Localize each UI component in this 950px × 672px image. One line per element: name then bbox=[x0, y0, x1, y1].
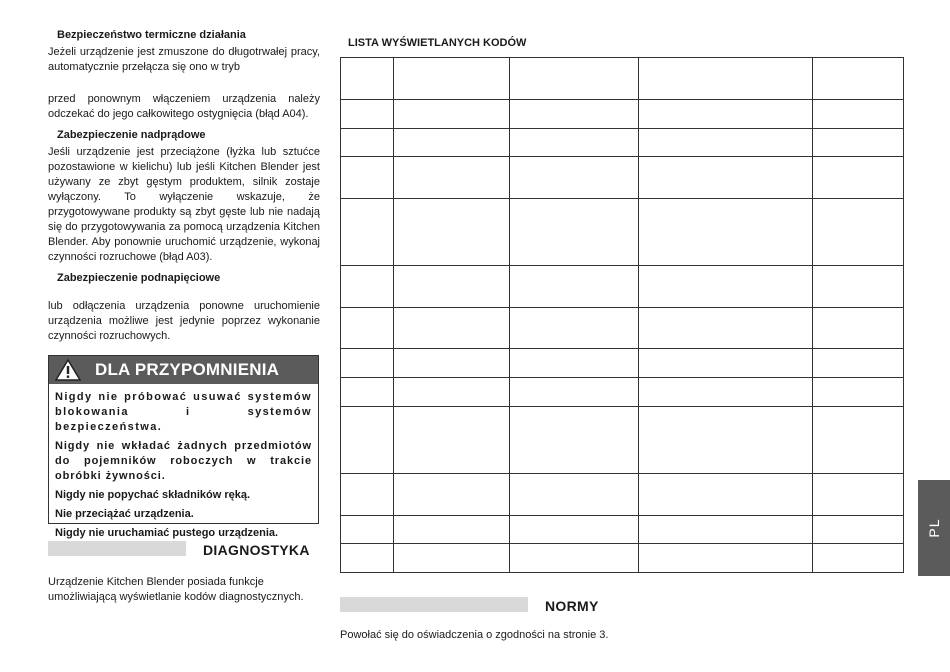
codes-table-title: LISTA WYŚWIETLANYCH KODÓW bbox=[348, 37, 527, 49]
reminder-title: DLA PRZYPOMNIENIA bbox=[95, 360, 280, 379]
diagnostics-bar bbox=[48, 541, 186, 556]
warning-icon bbox=[55, 359, 81, 381]
undervoltage-heading: Zabezpieczenie podnapięciowe bbox=[57, 272, 221, 284]
thermal-text-1: Jeżeli urządzenie jest zmuszone do długotrwałej pracy, automatycznie przełącza się ono w tryb bbox=[48, 46, 320, 73]
table-row bbox=[341, 516, 904, 544]
thermal-heading: Bezpieczeństwo termiczne działania bbox=[57, 29, 246, 41]
language-tab-label: PL bbox=[926, 518, 942, 538]
table-row bbox=[341, 129, 904, 157]
table-row bbox=[341, 157, 904, 199]
table-row bbox=[341, 100, 904, 129]
left-column bbox=[48, 28, 320, 344]
language-tab bbox=[918, 480, 950, 576]
table-row bbox=[341, 544, 904, 573]
table-row bbox=[341, 308, 904, 349]
overload-text: Jeśli urządzenie jest przeciążone (łyżka lub sztućce pozostawione w kielichu) lub jeśli Kitchen Blender jest używany ze zbyt gęstym produktem, silnik zostaje wyłączony. To wyłączenie wskazuje, że przygotowywane produkty są zbyt gęste lub nie nadają się do przygotowywania za pomocą urządzenia Kitchen Blender. Aby ponownie uruchomić urządzenie, wykonaj czynności rozruchowe (błąd A03). bbox=[48, 146, 320, 263]
table-row bbox=[341, 378, 904, 407]
overload-heading: Zabezpieczenie nadprądowe bbox=[57, 129, 206, 141]
diagnostics-heading: DIAGNOSTYKA bbox=[203, 542, 310, 558]
undervoltage-text: lub odłączenia urządzenia ponowne uruchomienie urządzenia możliwe jest jedynie poprzez wykonanie czynności rozruchowych. bbox=[48, 300, 320, 342]
reminder-item: Nie przeciążać urządzenia. bbox=[55, 508, 194, 520]
table-row bbox=[341, 474, 904, 516]
reminder-item: Nigdy nie popychać składników ręką. bbox=[55, 489, 251, 501]
reminder-header bbox=[49, 356, 318, 384]
table-row bbox=[341, 349, 904, 378]
norms-heading: NORMY bbox=[545, 598, 599, 614]
norms-text: Powołać się do oświadczenia o zgodności na stronie 3. bbox=[340, 629, 609, 641]
codes-table bbox=[340, 57, 904, 573]
diagnostics-text: Urządzenie Kitchen Blender posiada funkcje umożliwiającą wyświetlanie kodów diagnostycznych. bbox=[48, 576, 304, 603]
reminder-item: Nigdy nie wkładać żadnych przedmiotów do pojemników roboczych w trakcie obróbki żywności. bbox=[55, 440, 312, 482]
table-row bbox=[341, 407, 904, 474]
reminder-box bbox=[48, 355, 319, 539]
table-header-row bbox=[341, 58, 904, 100]
norms-bar bbox=[340, 597, 528, 612]
thermal-text-2: przed ponownym włączeniem urządzenia należy odczekać do jego całkowitego ostygnięcia (błąd A04). bbox=[48, 93, 320, 120]
reminder-item: Nigdy nie uruchamiać pustego urządzenia. bbox=[55, 527, 279, 539]
reminder-item: Nigdy nie próbować usuwać systemów blokowania i systemów bezpieczeństwa. bbox=[55, 391, 312, 433]
reminder-list bbox=[49, 384, 318, 541]
table-row bbox=[341, 199, 904, 266]
table-row bbox=[341, 266, 904, 308]
